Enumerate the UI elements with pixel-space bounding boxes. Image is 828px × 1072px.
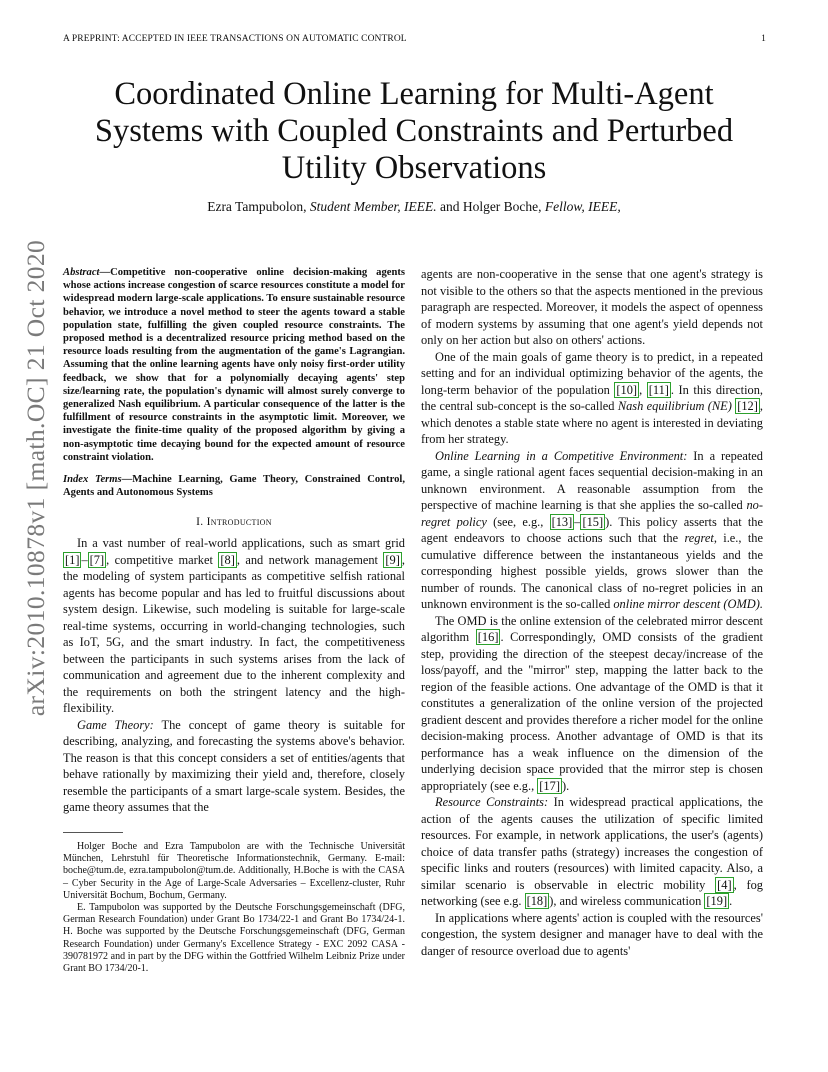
body-paragraph: The OMD is the online extension of the celebrated mirror descent algorithm [16] . Correspondingly, OMD consists of the gradient step, providing the direction of the steepest decay/increase of the loss/payoff, and the "mirror" step, mapping the latter back to the region of the feasible actions. One advantage of the OMD is that it constitutes a generalization of the online version of the projected gradient descent and provides therefore a richer model for the online decision-making process. Another advantage of OMD is that its performance has a weak influence on the dimension of the underlying decision space provided that the mirror step is chosen appropriately (see e.g., [17] ). <box>421 613 763 793</box>
body-paragraph: In applications where agents' action is coupled with the resources' congestion, the system designer and manager have to deal with the danger of resource overload due to agents' <box>421 910 763 958</box>
citation-link[interactable]: [11] <box>648 382 669 397</box>
citation-link[interactable]: [9] <box>385 552 400 567</box>
citation-link[interactable]: [16] <box>477 630 499 644</box>
footnote: E. Tampubolon was supported by the Deutsche Forschungsgemeinschaft (DFG, German Research Foundation) under Grant Bo 1734/22-1 and Grant Bo 1734/24-1. H. Boche was supported by the Deutsche Forschungsgemeinschaft (DFG, German Research Foundation) under Germany's Excellence Strategy - EXC 2092 CASA - 390781972 and in part by the DFG within the Gottfried Wilhelm Leibniz Prize under Grant BO 1734/20-1. <box>63 901 405 974</box>
citation-link[interactable]: [12] <box>737 399 758 413</box>
left-column <box>63 266 405 975</box>
body-paragraph: Online Learning in a Competitive Environment: In a repeated game, a single rational agent faces sequential decision-making in an unknown environment. A reasonable assumption from the perspective of machine learning is that she applies the so-called no-regret policy (see, e.g., [13] – [15] ). This policy asserts that the agent endeavors to choose actions such that the regret, i.e., the cumulative difference between the instantaneous yields and the corresponding highest possible yields, grows slower than the number of rounds. The canonical class of no-regret policies in an unknown environment is the so-called online mirror descent (OMD). <box>421 448 763 611</box>
citation-link[interactable]: [4] <box>717 877 732 892</box>
author-name: Ezra Tampubolon, <box>207 199 307 214</box>
citation-link[interactable]: [8] <box>220 552 235 567</box>
author-affiliation: Student Member, IEEE. <box>309 199 437 214</box>
citation-link[interactable]: [19] <box>706 894 728 908</box>
body-paragraph: One of the main goals of game theory is to predict, in a repeated setting and for an individual optimizing behavior of the agents, the long-term behavior of the population [10] , [11] . In this direction, the central sub-concept is the so-called Nash equilibrium (NE) [12] , which denotes a stable state where no agent is interested in deviating from her strategy. <box>421 349 764 446</box>
paragraph-label: Online Learning in a Competitive Environment: <box>435 448 688 463</box>
body-paragraph: agents are non-cooperative in the sense that one agent's strategy is not visible to the others so that the aspects mentioned in the previous paragraph are respected. Moreover, it models the aspect of openness of modern systems by assuming that one agent's yield depends not only on her action but also on others' actions. <box>421 267 763 347</box>
citation-link[interactable]: [15] <box>582 514 604 529</box>
index-terms <box>63 473 405 499</box>
body-paragraph: In a vast number of real-world applications, such as smart grid [1] – [7] , competitive market [8] , and network management [9] , the modeling of system participants as competitive selfish rational agents has become popular and has led to fruitful discussions about system design. Likewise, such modeling is suitable for large-scale real-time systems, occurring in world-changing technologies, such as IoT, 5G, and the smart industry. In fact, the competitiveness between the participants in such systems arises from the lack of communication and agreement due to the inherent complexity and the requirements on both the stringent latency and the high-flexibility. <box>63 536 405 716</box>
body-paragraph: Game Theory: The concept of game theory is suitable for describing, analyzing, and forecasting the systems above's behavior. The reason is that this concept considers a set of entities/agents that behave rationally by maximizing their yield and, therefore, closely resemble the participants of a smart large-scale system. Besides, the game theory assumes that the <box>63 717 405 815</box>
section-heading: I. Introduction <box>196 516 272 529</box>
paragraph-label: Resource Constraints: <box>435 795 549 809</box>
author-affiliation: Fellow, IEEE, <box>544 199 621 214</box>
footnote: Holger Boche and Ezra Tampubolon are with the Technische Universität München, Lehrstuhl für Theoretische Informationstechnik, Germany. E-mail: boche@tum.de, ezra.tampubolon@tum.de. Additionally, H.Boche is with the CASA – Cyber Security in the Age of Large-Scale Adversaries – Excellenz-cluster, Ruhr Universität Bochum, Bochum, Germany. <box>63 840 405 901</box>
index-terms-label: Index Terms <box>63 474 122 486</box>
abstract-label: Abstract <box>63 267 100 278</box>
author-name: and Holger Boche, <box>439 199 542 214</box>
paper-title <box>70 76 758 187</box>
title-line: Utility Observations <box>281 150 547 186</box>
footnote-divider <box>63 832 123 833</box>
body-paragraph: Resource Constraints: In widespread practical applications, the action of the agents causes the utilization of specific limited resources. For example, in network applications, the user's (agents) choice of data transfer paths (strategy) increases the congestion of specific links and routers (resources) with limited capacity. Also, a similar scenario is observable in electric mobility [4] , fog networking (see e.g. [18] ), and wireless communication [19] . <box>421 795 763 908</box>
title-line: Coordinated Online Learning for Multi-Agent <box>114 76 714 112</box>
title-line: Systems with Coupled Constraints and Perturbed <box>94 113 734 149</box>
author-line <box>60 199 768 215</box>
citation-link[interactable]: [17] <box>539 778 560 793</box>
citation-link[interactable]: [13] <box>551 514 573 529</box>
index-terms-text: —Machine Learning, Game Theory, Constrained Control, Agents and Autonomous Systems <box>63 474 405 499</box>
citation-link[interactable]: [7] <box>89 552 105 567</box>
abstract <box>63 266 405 464</box>
arxiv-side-stamp <box>0 0 56 1072</box>
running-title: A PREPRINT: ACCEPTED IN IEEE TRANSACTIONS ON AUTOMATIC CONTROL <box>63 34 407 44</box>
citation-link[interactable]: [18] <box>526 894 548 908</box>
running-header <box>63 34 766 44</box>
right-column <box>421 266 763 959</box>
citation-link[interactable]: [1] <box>65 552 80 567</box>
abstract-text: —Competitive non-cooperative online decision-making agents whose actions increase congestion of scarce resources constitute a model for widespread modern large-scale applications. To ensure sustainable resource behavior, we introduce a novel method to steer the agents toward a stable population state, fulfilling the given coupled resource constraints. The proposed method is a decentralized resource pricing method based on the resource loads resulting from the augmentation of the game's Lagrangian. Assuming that the online learning agents have only noisy first-order utility feedback, we show that for a polynomially decaying agents' step size/learning rate, the population's dynamic will almost surely converge to generalized Nash equilibrium. A particular consequence of the latter is the fulfillment of resource constraints in the asymptotic limit. Moreover, we investigate the finite-time quality of the proposed algorithm by giving a non-asymptotic time decaying bound for the expected amount of resource constraint violation. <box>63 267 405 463</box>
page-number: 1 <box>761 34 766 44</box>
citation-link[interactable]: [10] <box>616 382 638 397</box>
paragraph-label: Game Theory: <box>77 717 154 732</box>
arxiv-identifier: arXiv:2010.10878v1 [math.OC] 21 Oct 2020 <box>21 239 50 717</box>
